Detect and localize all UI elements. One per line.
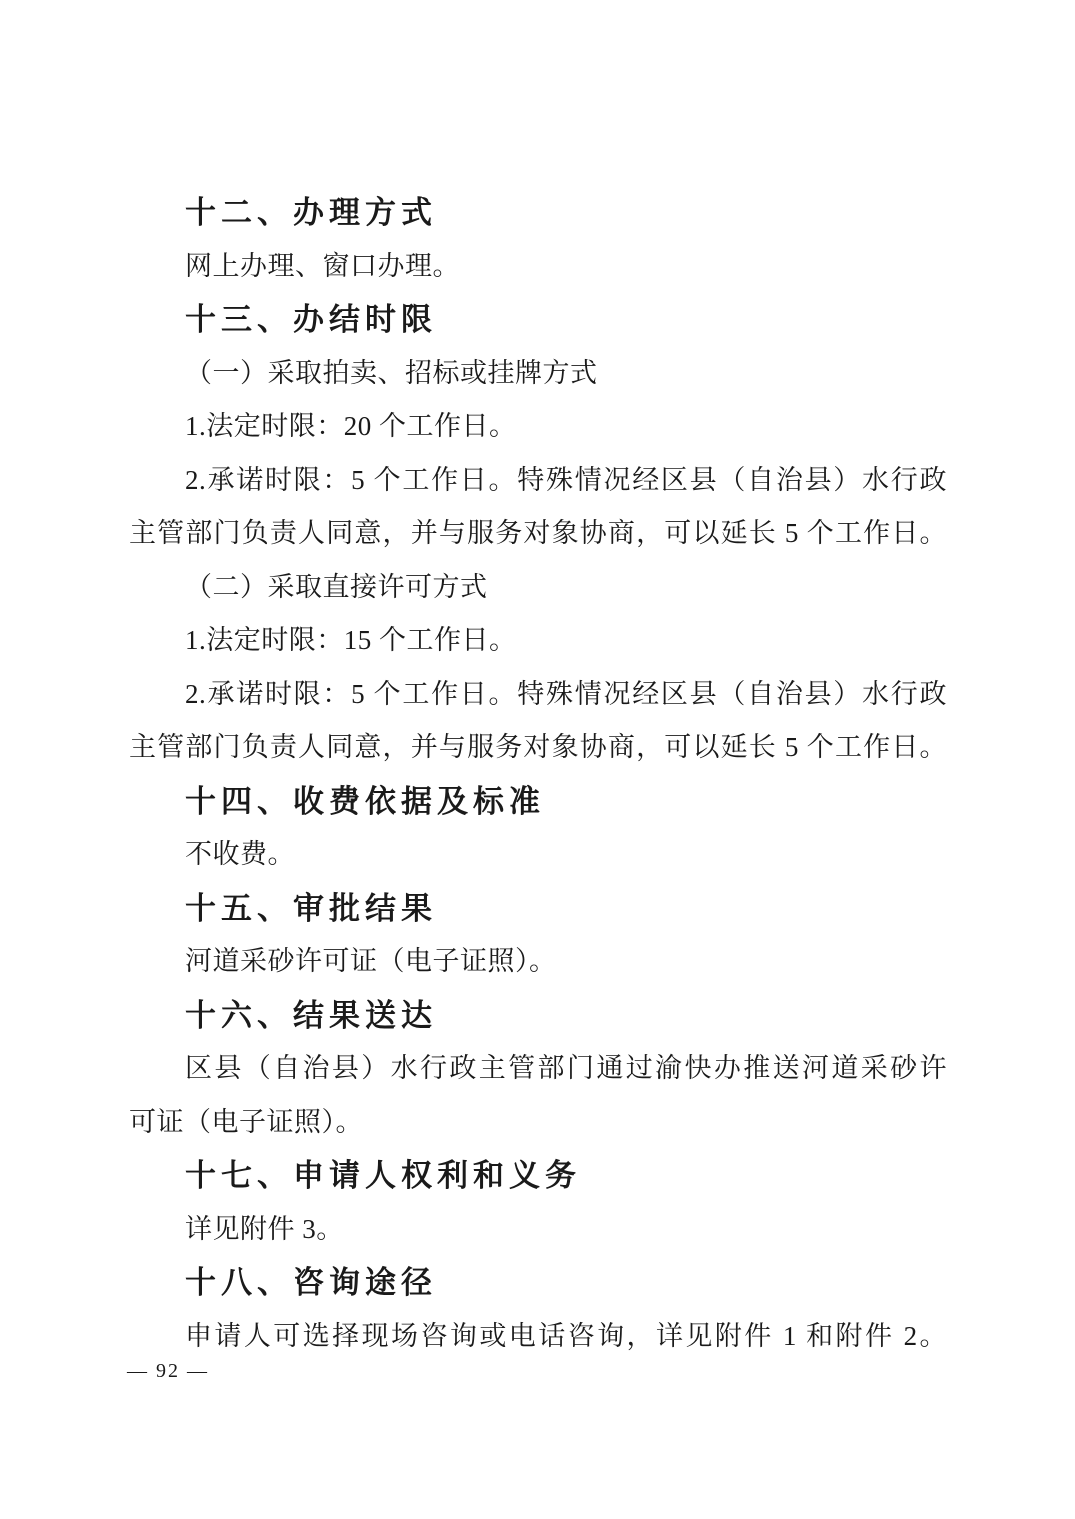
paragraph-line: 主管部门负责人同意，并与服务对象协商，可以延长 5 个工作日。 <box>129 732 947 762</box>
paragraph-line: （二）采取直接许可方式 <box>185 571 488 602</box>
paragraph-line: 区县（自治县）水行政主管部门通过渝快办推送河道采砂许 <box>185 1053 947 1083</box>
section-heading: 十五、审批结果 <box>185 890 437 926</box>
page-number: — 92 — <box>127 1360 209 1382</box>
section-heading: 十六、结果送达 <box>185 997 437 1033</box>
section-heading: 十四、收费依据及标准 <box>185 783 545 819</box>
section-heading: 十二、办理方式 <box>185 195 437 230</box>
paragraph-line: 1.法定时限：20 个工作日。 <box>185 411 517 441</box>
paragraph-line: 1.法定时限：15 个工作日。 <box>185 625 517 655</box>
document-body <box>129 186 947 1363</box>
paragraph-line: 河道采砂许可证（电子证照）。 <box>185 946 557 976</box>
section-heading: 十七、申请人权利和义务 <box>185 1158 581 1193</box>
paragraph-line: 不收费。 <box>185 839 295 869</box>
paragraph-line: 可证（电子证照）。 <box>129 1106 363 1137</box>
paragraph-line: 网上办理、窗口办理。 <box>185 250 460 281</box>
paragraph-line: 2.承诺时限：5 个工作日。特殊情况经区县（自治县）水行政 <box>185 678 947 709</box>
paragraph-line: 申请人可选择现场咨询或电话咨询，详见附件 1 和附件 2。 <box>185 1320 947 1351</box>
paragraph-line: （一）采取拍卖、招标或挂牌方式 <box>185 357 598 388</box>
paragraph-line: 2.承诺时限：5 个工作日。特殊情况经区县（自治县）水行政 <box>185 464 947 495</box>
paragraph-line: 详见附件 3。 <box>185 1213 344 1244</box>
section-heading: 十三、办结时限 <box>185 302 437 337</box>
section-heading: 十八、咨询途径 <box>185 1265 437 1300</box>
paragraph-line: 主管部门负责人同意，并与服务对象协商，可以延长 5 个工作日。 <box>129 518 947 548</box>
